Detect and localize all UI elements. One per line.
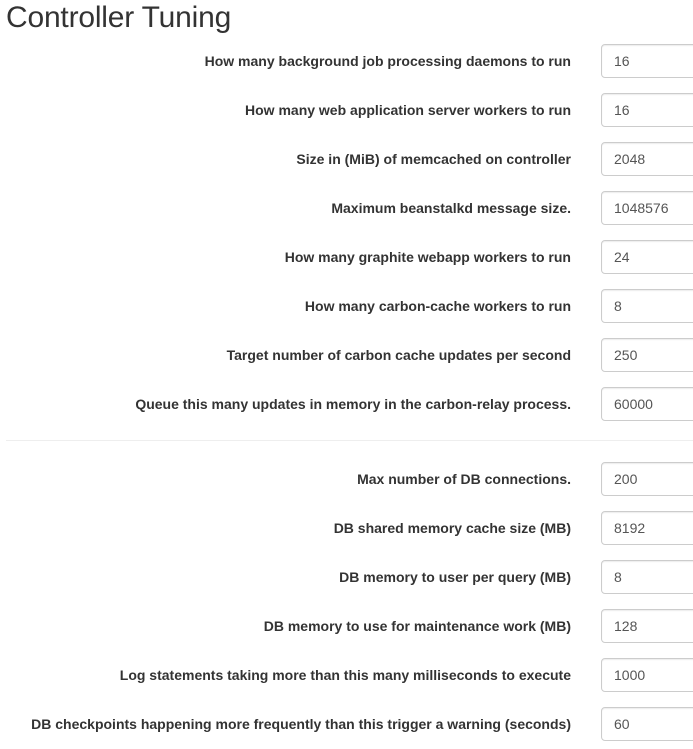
db-maintenance-memory-label: DB memory to use for maintenance work (MB) <box>263 618 571 634</box>
section-divider <box>6 440 693 441</box>
form-row-carbon-updates <box>0 338 693 372</box>
carbon-relay-queue-label: Queue this many updates in memory in the carbon-relay process. <box>135 396 571 412</box>
form-row-beanstalkd <box>0 191 693 225</box>
form-row-web-workers <box>0 93 693 127</box>
form-row-graphite-workers <box>0 240 693 274</box>
log-slow-statements-input[interactable] <box>601 658 693 692</box>
beanstalkd-input[interactable] <box>601 191 693 225</box>
form-row-db-query-memory <box>0 560 693 594</box>
graphite-workers-label: How many graphite webapp workers to run <box>284 249 571 265</box>
db-connections-label: Max number of DB connections. <box>357 471 571 487</box>
form-row-db-connections <box>0 462 693 496</box>
form-row-log-slow-statements <box>0 658 693 692</box>
db-shared-memory-input[interactable] <box>601 511 693 545</box>
graphite-workers-input[interactable] <box>601 240 693 274</box>
form-row-daemons <box>0 44 693 78</box>
web-workers-label: How many web application server workers to run <box>245 102 571 118</box>
form-row-memcached <box>0 142 693 176</box>
memcached-label: Size in (MiB) of memcached on controller <box>296 151 571 167</box>
page-title: Controller Tuning <box>6 1 232 34</box>
form-row-db-maintenance-memory <box>0 609 693 643</box>
db-query-memory-label: DB memory to user per query (MB) <box>339 569 571 585</box>
db-checkpoint-warning-input[interactable] <box>601 707 693 741</box>
beanstalkd-label: Maximum beanstalkd message size. <box>331 200 571 216</box>
daemons-label: How many background job processing daemons to run <box>204 53 571 69</box>
carbon-relay-queue-input[interactable] <box>601 387 693 421</box>
carbon-updates-label: Target number of carbon cache updates per second <box>226 347 571 363</box>
db-connections-input[interactable] <box>601 462 693 496</box>
web-workers-input[interactable] <box>601 93 693 127</box>
form-row-db-checkpoint-warning <box>0 707 693 741</box>
log-slow-statements-label: Log statements taking more than this many milliseconds to execute <box>119 667 571 683</box>
form-row-carbon-relay-queue <box>0 387 693 421</box>
carbon-cache-workers-label: How many carbon-cache workers to run <box>304 298 571 314</box>
form-row-carbon-cache-workers <box>0 289 693 323</box>
carbon-cache-workers-input[interactable] <box>601 289 693 323</box>
carbon-updates-input[interactable] <box>601 338 693 372</box>
db-maintenance-memory-input[interactable] <box>601 609 693 643</box>
db-shared-memory-label: DB shared memory cache size (MB) <box>333 520 571 536</box>
db-query-memory-input[interactable] <box>601 560 693 594</box>
memcached-input[interactable] <box>601 142 693 176</box>
form-row-db-shared-memory <box>0 511 693 545</box>
daemons-input[interactable] <box>601 44 693 78</box>
db-checkpoint-warning-label: DB checkpoints happening more frequently than this trigger a warning (seconds) <box>31 716 571 732</box>
